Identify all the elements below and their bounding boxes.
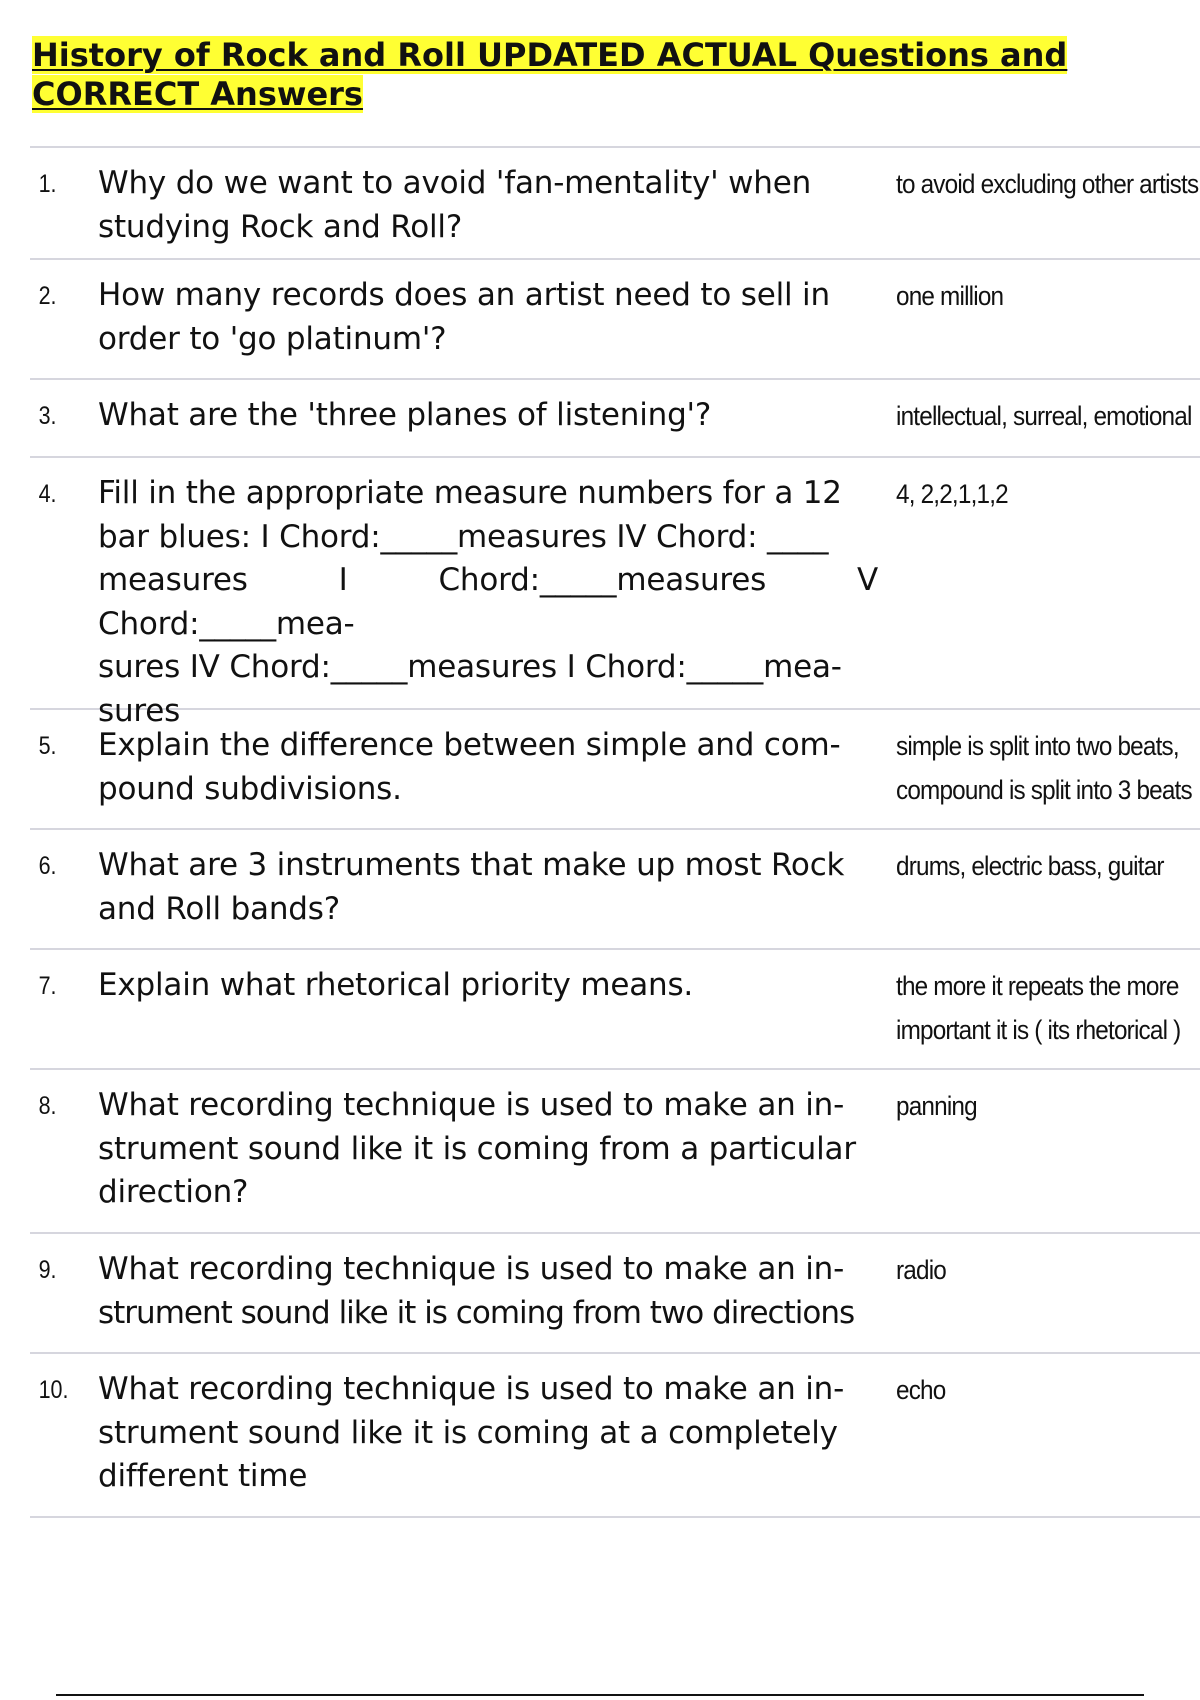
answer-line: intellectual, surreal, emotional: [896, 401, 1192, 431]
document-title-text: History of Rock and Roll UPDATED ACTUAL Questions and CORRECT Answers: [32, 36, 1068, 113]
question-text: [88, 162, 878, 258]
answer-line: panning: [896, 1091, 977, 1121]
qa-row: [30, 258, 1200, 378]
answer-text: [878, 162, 1198, 258]
question-line: sures: [98, 692, 181, 729]
question-line: strument sound like it is coming from two directions: [98, 1294, 855, 1331]
question-line: What recording technique is used to make an in-: [98, 1251, 845, 1287]
question-number: 8.: [38, 1092, 57, 1120]
qa-row: [30, 378, 1200, 456]
answer-text: [878, 1084, 1168, 1232]
answer-line: simple is split into two beats,: [896, 731, 1179, 761]
question-number: 1.: [38, 170, 57, 198]
question-number: 7.: [38, 972, 57, 1000]
qa-row: [30, 708, 1200, 828]
question-text: [88, 274, 878, 378]
answer-line: 4, 2,2,1,1,2: [896, 479, 1008, 509]
answer-text: [878, 472, 1168, 708]
document-title: [32, 36, 1192, 114]
question-line: How many records does an artist need to sell in: [98, 277, 830, 313]
question-line: Explain what rhetorical priority means.: [98, 967, 694, 1003]
question-line: Why do we want to avoid 'fan-mentality' when: [98, 165, 812, 201]
answer-line: compound is split into 3 beats: [896, 775, 1192, 805]
question-line: pound subdivisions.: [98, 770, 402, 807]
question-line: different time: [98, 1458, 308, 1494]
question-number: 9.: [38, 1256, 57, 1284]
question-line: studying Rock and Roll?: [98, 208, 463, 245]
qa-row: [30, 456, 1200, 729]
question-text: [88, 1368, 878, 1516]
question-number: 5.: [38, 732, 57, 760]
question-line: What are 3 instruments that make up most Rock: [98, 847, 845, 883]
answer-text: [878, 1248, 1168, 1352]
qa-row: [30, 1232, 1200, 1352]
question-line: measures I Chord:_____measures V Chord:_____mea-: [98, 562, 878, 642]
question-line: bar blues: I Chord:_____measures IV Chord: ____: [98, 518, 829, 555]
question-line: strument sound like it is coming from a particular: [98, 1130, 856, 1167]
answer-text: [878, 964, 1180, 1068]
answer-line: the more it repeats the more: [896, 971, 1179, 1001]
question-number: 10.: [38, 1376, 69, 1404]
question-text: [88, 472, 878, 729]
qa-table: [30, 146, 1200, 1518]
qa-row: [30, 948, 1200, 1068]
qa-row: [30, 146, 1200, 258]
answer-text: [878, 394, 1192, 456]
answer-text: [878, 1368, 1168, 1516]
qa-row: [30, 1352, 1200, 1518]
question-text: [88, 1084, 878, 1232]
footer-rule: [56, 1694, 1144, 1696]
question-line: Fill in the appropriate measure numbers for a 12: [98, 475, 842, 511]
question-line: What recording technique is used to make an in-: [98, 1087, 845, 1123]
answer-line: echo: [896, 1375, 946, 1405]
question-text: [88, 394, 878, 456]
question-text: [88, 724, 878, 828]
question-line: What recording technique is used to make an in-: [98, 1371, 845, 1407]
answer-line: important it is ( its rhetorical ): [896, 1015, 1181, 1045]
question-number: 6.: [38, 852, 57, 880]
question-text: [88, 844, 878, 948]
question-line: sures IV Chord:_____measures I Chord:_____mea-: [98, 649, 842, 685]
question-number: 3.: [38, 402, 57, 430]
question-line: What are the 'three planes of listening'?: [98, 397, 712, 433]
answer-line: drums, electric bass, guitar: [896, 851, 1164, 881]
question-line: strument sound like it is coming at a completely: [98, 1414, 838, 1451]
answer-text: [878, 724, 1192, 828]
question-line: direction?: [98, 1174, 249, 1210]
qa-row: [30, 828, 1200, 948]
answer-line: radio: [896, 1255, 946, 1285]
question-number: 2.: [38, 282, 57, 310]
answer-line: one million: [896, 281, 1004, 311]
qa-row: [30, 1068, 1200, 1232]
question-number: 4.: [38, 480, 57, 508]
answer-text: [878, 274, 1168, 378]
answer-line: to avoid excluding other artists: [896, 169, 1199, 199]
question-line: Explain the difference between simple and com-: [98, 727, 841, 763]
question-line: and Roll bands?: [98, 890, 340, 927]
question-text: [88, 964, 878, 1068]
answer-text: [878, 844, 1168, 948]
question-line: order to 'go platinum'?: [98, 320, 447, 357]
question-text: [88, 1248, 878, 1352]
